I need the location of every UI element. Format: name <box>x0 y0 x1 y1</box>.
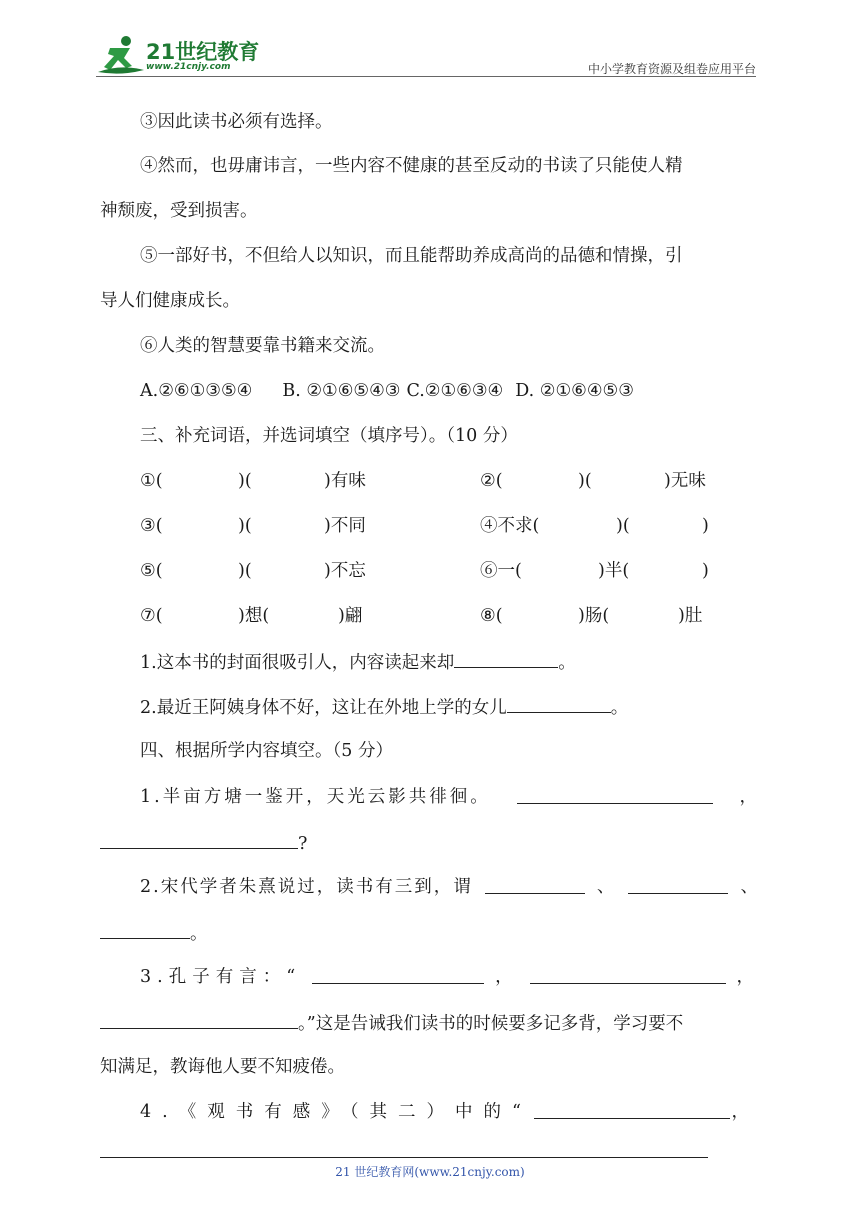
option-c: C.②①⑥③④ <box>406 381 504 401</box>
word-3: ③( )( )不同 <box>140 516 366 536</box>
s3-question-1: 1.这本书的封面很吸引人，内容读起来却 。 <box>140 649 760 675</box>
s4-question-1-line1: 1.半亩方塘一鉴开，天光云影共徘徊。 ， <box>140 787 760 807</box>
s4-question-3-line3: 知满足，教诲他人要不知疲倦。 <box>100 1057 345 1077</box>
answer-blank[interactable] <box>100 830 298 849</box>
sentence-item-4-line2: 神颓废，受到损害。 <box>100 201 258 221</box>
sentence-item-4-line1: ④然而，也毋庸讳言，一些内容不健康的甚至反动的书读了只能使人精 <box>140 156 683 176</box>
sentence-item-3: ③因此读书必须有选择。 <box>140 112 333 132</box>
answer-blank[interactable] <box>517 785 713 804</box>
s3-question-2: 2.最近王阿姨身体不好，这让在外地上学的女儿 。 <box>140 694 760 720</box>
brand-logo <box>96 34 266 78</box>
s4-question-2-line2: 。 <box>100 920 760 946</box>
answer-options <box>140 379 760 403</box>
option-b: B. ②①⑥⑤④③ <box>282 381 401 401</box>
page-header <box>96 28 756 80</box>
header-divider <box>96 76 756 77</box>
word-1: ①( )( )有味 <box>140 471 366 491</box>
s4-question-2-line1: 2.宋代学者朱熹说过，读书有三到，谓 、 、 <box>140 877 760 897</box>
answer-blank[interactable] <box>534 1100 730 1119</box>
runner-logo-icon <box>96 34 146 78</box>
sentence-item-5-line2: 导人们健康成长。 <box>100 291 240 311</box>
brand-url: www.21cnjy.com <box>146 62 231 72</box>
sentence-item-6: ⑥人类的智慧要靠书籍来交流。 <box>140 336 385 356</box>
answer-blank[interactable] <box>628 875 728 894</box>
answer-blank[interactable] <box>485 875 585 894</box>
section-3-title: 三、补充词语，并选词填空（填序号）。（10 分） <box>140 426 518 446</box>
platform-label: 中小学教育资源及组卷应用平台 <box>587 62 756 76</box>
footer-divider <box>100 1157 708 1158</box>
answer-blank[interactable] <box>530 965 726 984</box>
section-4-title: 四、根据所学内容填空。（5 分） <box>140 741 393 761</box>
word-2: ②( )( )无味 <box>480 471 706 491</box>
answer-blank[interactable] <box>454 649 558 668</box>
word-7: ⑦( )想( )翩 <box>140 606 363 626</box>
word-5: ⑤( )( )不忘 <box>140 561 366 581</box>
sentence-item-5-line1: ⑤一部好书，不但给人以知识，而且能帮助养成高尚的品德和情操，引 <box>140 246 683 266</box>
brand-name: 21世纪教育 <box>146 40 260 64</box>
option-d: D. ②①⑥④⑤③ <box>515 381 634 401</box>
answer-blank[interactable] <box>100 920 190 939</box>
footer-text: 21 世纪教育网(www.21cnjy.com) <box>335 1165 525 1179</box>
word-8: ⑧( )肠( )肚 <box>480 606 703 626</box>
word-4: ④不求( )( ) <box>480 516 709 536</box>
s4-question-3-line1: 3.孔子有言：“ ， ， <box>140 967 760 987</box>
word-6: ⑥一( )半( ) <box>480 561 709 581</box>
answer-blank[interactable] <box>100 1010 298 1029</box>
s4-question-3-line2: 。”这是告诫我们读书的时候要多记多背，学习要不 <box>100 1010 760 1036</box>
option-a: A.②⑥①③⑤④ <box>140 381 253 401</box>
s4-question-4-line1: 4.《观书有感》（其二）中的“ ， <box>140 1102 760 1122</box>
answer-blank[interactable] <box>312 965 484 984</box>
s4-question-1-line2: ? <box>100 830 760 856</box>
answer-blank[interactable] <box>507 694 611 713</box>
